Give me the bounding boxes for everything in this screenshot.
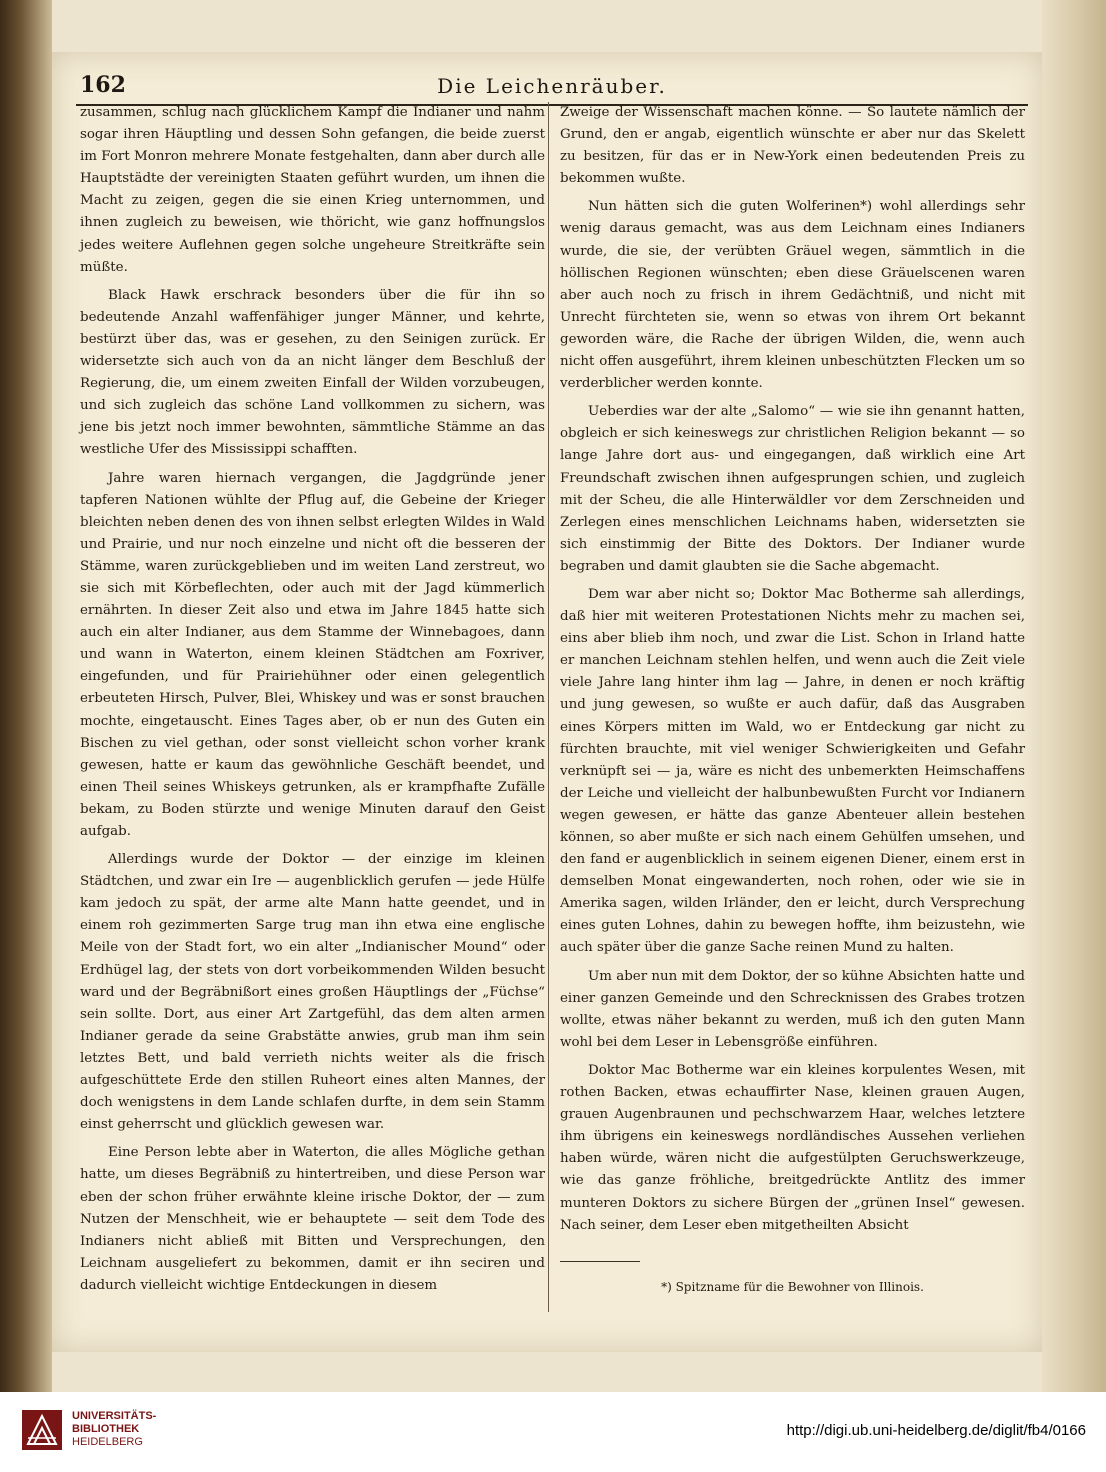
paragraph: Zweige der Wissenschaft machen könne. — So lautete nämlich der Grund, den er angab, eigentlich wünschte er aber nur das Skelett zu besitzen, für das er in New-York einen bedeutenden Preis zu bekommen wußte.	[560, 105, 1025, 187]
left-column	[80, 102, 545, 1297]
paragraph: Jahre waren hiernach vergangen, die Jagdgründe jener tapferen Nationen wühlte der Pflug auf, die Gebeine der Krieger bleichten neben denen des von ihnen selbst erlegten Wildes in Wald und Prairie, und nur noch einzelne und nicht oft die besseren der Stämme, waren zurückgeblieben und im weiten Land zerstreut, wo sie sich mit Körbeflechten, oder auch mit der Jagd kümmerlich ernährten. In dieser Zeit also und etwa im Jahre 1845 hatte sich auch ein alter Indianer, aus dem Stamme der Winnebagoes, dann und wann in Waterton, einem kleinen Städtchen am Foxriver, eingefunden, und für Prairiehühner oder einen gelegentlich erbeuteten Hirsch, Pulver, Blei, Whiskey und was er sonst brauchen mochte, eingetauscht. Eines Tages aber, ob er nun des Guten ein Bischen zu viel gethan, oder sonst vielleicht schon vorher krank gewesen, hatte er kaum das gewöhnliche Geschäft beendet, und einen Theil seines Whiskeys getrunken, als er krampfhafte Zufälle bekam, zu Boden stürzte und wenige Minuten darauf den Geist aufgab.	[80, 470, 545, 839]
paragraph: Ueberdies war der alte „Salomo“ — wie sie ihn genannt hatten, obgleich er sich keineswegs zur christlichen Religion bekannt — so lange Jahre dort aus- und eingegangen, daß wirklich eine Art Freundschaft zwischen ihnen aufgesprungen schien, und zugleich mit der Scheu, die alle Hinterwäldler vor dem Zerschneiden und Zerlegen eines menschlichen Leichnams haben, widersetzten sie sich einstimmig der Bitte des Doktors. Der Indianer wurde begraben und damit glaubten sie die Sache abgemacht.	[560, 404, 1025, 574]
running-title: Die Leichenräuber.	[437, 74, 667, 98]
library-seal-icon	[20, 1408, 64, 1452]
footnote-divider	[560, 1261, 640, 1262]
paragraph: Eine Person lebte aber in Waterton, die alles Mögliche gethan hatte, um dieses Begräbniß zu hintertreiben, und diese Person war eben der schon früher erwähnte kleine irische Doktor, der — zum Nutzen der Menschheit, wie er behauptete — seit dem Tode des Indianers nicht abließ mit Bitten und Versprechungen, den Leichnam ausgeliefert zu bekommen, damit er ihn seciren und dadurch vielleicht wichtige Entdeckungen in diesem	[80, 1145, 545, 1293]
logo-line: HEIDELBERG	[72, 1436, 143, 1448]
library-name	[72, 1410, 156, 1449]
library-logo[interactable]	[20, 1404, 180, 1460]
logo-line: UNIVERSITÄTS-	[72, 1410, 157, 1422]
column-divider	[548, 102, 549, 1312]
paragraph: Dem war aber nicht so; Doktor Mac Botherme sah allerdings, daß hier mit weiteren Protestationen Nichts mehr zu machen sei, eins aber blieb ihm noch, und zwar die List. Schon in Irland hatte er manchen Leichnam stehlen helfen, und wenn auch die Zeit viele viele Jahre lang hinter ihm lag — Jahre, in denen er noch kräftig und jung gewesen, so wußte er auch dafür, daß das Ausgraben eines Körpers mitten im Wald, wo er Entdeckung gar nicht zu fürchten brauchte, mit viel weniger Schwierigkeiten und Gefahr verknüpft sei — ja, wäre es nicht des unbemerkten Heimschaffens der Leiche und vielleicht der halbunbewußten Furcht vor Indianern wegen gewesen, er hätte das ganze Abenteuer allein bestehen können, so aber mußte er sich nach einem Gehülfen umsehen, und den fand er augenblicklich in seinem eigenen Diener, einem erst in demselben Monat eingewanderten, noch rohen, oder wie sie in Amerika sagen, wilden Irländer, den er leicht, durch Versprechung eines guten Lohnes, dahin zu bewegen hoffte, ihm beizustehn, wie auch später über die ganze Sache reinen Mund zu halten.	[560, 586, 1025, 956]
book-page	[52, 52, 1042, 1352]
paragraph: zusammen, schlug nach glücklichem Kampf die Indianer und nahm sogar ihren Häuptling und dessen Sohn gefangen, die beide zuerst im Fort Monron mehrere Monate festgehalten, dann aber durch alle Hauptstädte der vereinigten Staaten geführt wurden, um ihnen die Macht zu zeigen, gegen die sie einen Krieg unternommen, und ihnen zugleich zu beweisen, wie thöricht, wie ganz hoffnungslos jedes weitere Auflehnen gegen solche ungeheure Streitkräfte sein müßte.	[80, 105, 545, 275]
logo-line: BIBLIOTHEK	[72, 1423, 140, 1435]
paragraph: Nun hätten sich die guten Wolferinen*) wohl allerdings sehr wenig daraus gemacht, was aus dem Leichnam eines Indianers wurde, die sie, der verübten Gräuel wegen, sämmtlich in die höllischen Regionen wünschten; eben diese Gräuelscenen waren aber auch noch zu frisch in ihrem Gedächtniß, und nicht mit Unrecht fürchteten sie, wenn so etwas von ihrem Ort bekannt geworden wäre, die Rache der übrigen Wilden, die, wenn auch nicht offen ausgeführt, ihrem kleinen unbeschützten Flecken um so verderblicher werden konnte.	[560, 199, 1025, 392]
book-binding-edge	[0, 0, 52, 1392]
paragraph: Allerdings wurde der Doktor — der einzige im kleinen Städtchen, und zwar ein Ire — augenblicklich gerufen — jede Hülfe kam jedoch zu spät, der arme alte Mann hatte geendet, und in einem roh gezimmerten Sarge trug man ihn etwa eine englische Meile von der Stadt fort, wo ein alter „Indianischer Mound“ oder Erdhügel lag, der stets von dort vorbeikommenden Wilden besucht ward und der Begräbnißort eines großen Häuptlings der „Füchse“ sein sollte. Dort, aus einer Art Zartgefühl, das dem alten armen Indianer gerade da seine Grabstätte anwies, grub man ihm sein letztes Bett, und bald verrieth nichts weiter als die frisch aufgeschüttete Erde den stillen Ruheort eines alten Mannes, der doch wenigstens in dem Lande schlafen durfte, in dem sein Stamm einst geherrscht und glücklich gewesen war.	[80, 852, 545, 1133]
paragraph: Black Hawk erschrack besonders über die für ihn so bedeutende Anzahl waffenfähiger junger Männer, und kehrte, bestürzt über das, was er gesehen, zu den Seinigen zurück. Er widersetzte sich auch von da an nicht länger dem Beschluß der Regierung, die, um einem zweiten Einfall der Wilden vorzubeugen, und sich zugleich das schöne Land vollkommen zu sichern, was jene bis jetzt noch immer bewohnten, sämmtliche Stämme an das westliche Ufer des Mississippi schafften.	[80, 287, 545, 458]
right-column	[560, 102, 1025, 1298]
footnote: *) Spitzname für die Bewohner von Illinois.	[661, 1279, 924, 1294]
page-number: 162	[80, 72, 126, 98]
paragraph: Um aber nun mit dem Doktor, der so kühne Absichten hatte und einer ganzen Gemeinde und den Schrecknissen des Grabes trotzen wollte, etwas näher bekannt zu werden, muß ich den guten Mann wohl bei dem Leser in Lebensgröße einführen.	[560, 968, 1025, 1050]
paragraph: Doktor Mac Botherme war ein kleines korpulentes Wesen, mit rothen Backen, etwas echauffirter Nase, kleinen grauen Augen, grauen Augenbraunen und pechschwarzem Haar, welches letztere ihm übrigens ein keineswegs nordländisches Aussehen verliehen haben würde, wären nicht die aufgestülpten Geruchswerkzeuge, wie das ganze fröhliche, breitgedrückte Antlitz des immer munteren Doktors zu sichere Bürgen der „grünen Insel“ gewesen. Nach seiner, dem Leser eben mitgetheilten Absicht	[560, 1062, 1025, 1233]
page-edge	[1042, 0, 1106, 1392]
permalink-url[interactable]: http://digi.ub.uni-heidelberg.de/diglit/fb4/0166	[786, 1422, 1086, 1439]
viewer-footer	[0, 1392, 1106, 1472]
page-header	[76, 70, 1028, 106]
